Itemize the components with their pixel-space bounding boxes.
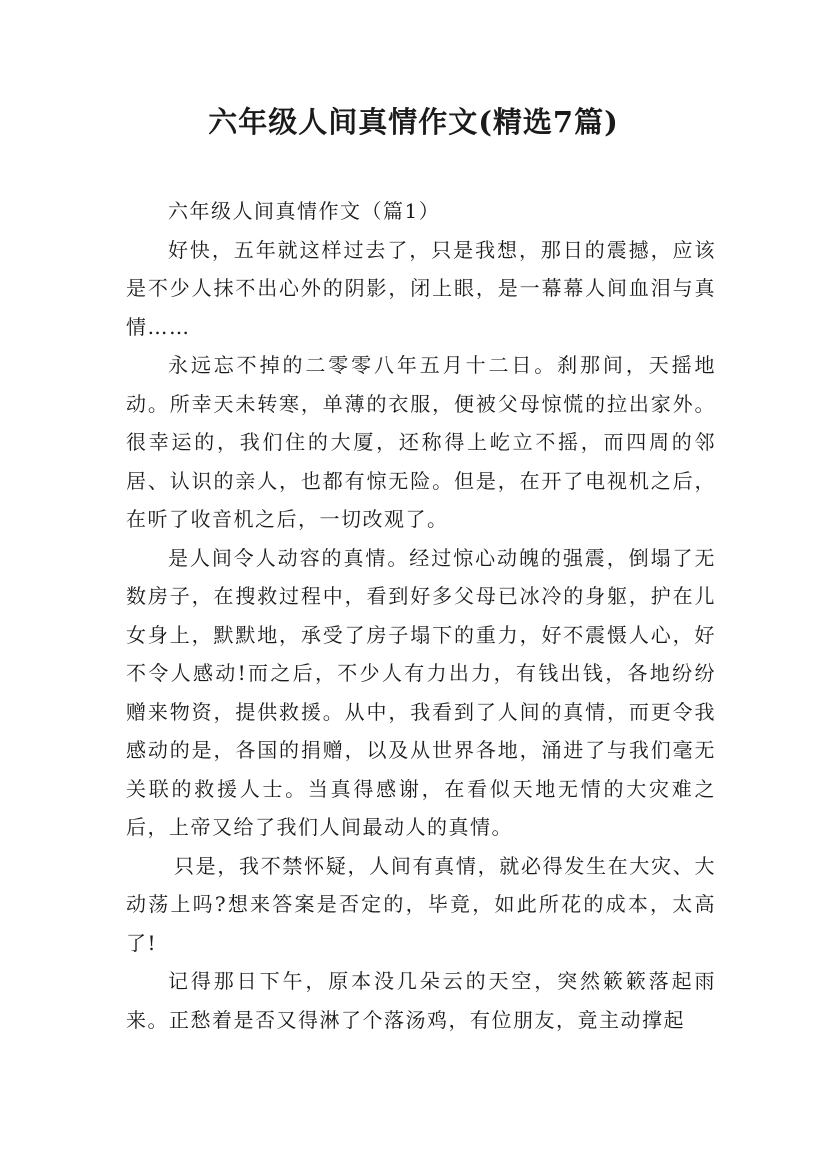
paragraph-2: 永远忘不掉的二零零八年五月十二日。刹那间，天摇地动。所幸天未转寒，单薄的衣服，便被父母惊慌的拉出家外。很幸运的，我们住的大厦，还称得上屹立不摇，而四周的邻居、认识的亲人，也都有惊无险。但是，在开了电视机之后，在听了收音机之后，一切改观了。 <box>126 353 716 531</box>
section-heading: 六年级人间真情作文（篇1） <box>168 199 441 223</box>
paragraph-5: 记得那日下午，原本没几朵云的天空，突然簌簌落起雨来。正愁着是否又得淋了个落汤鸡，有位朋友，竟主动撑起 <box>126 969 716 1032</box>
paragraph-3: 是人间令人动容的真情。经过惊心动魄的强震，倒塌了无数房子，在搜救过程中，看到好多父母已冰冷的身躯，护在儿女身上，默默地，承受了房子塌下的重力，好不震慑人心，好不令人感动!而之后，不少人有力出力，有钱出钱，各地纷纷赠来物资，提供救援。从中，我看到了人间的真情，而更令我感动的是，各国的捐赠，以及从世界各地，涌进了与我们毫无关联的救援人士。当真得感谢，在看似天地无情的大灾难之后，上帝又给了我们人间最动人的真情。 <box>126 545 716 839</box>
paragraph-1: 好快，五年就这样过去了，只是我想，那日的震撼，应该是不少人抹不出心外的阴影，闭上眼，是一幕幕人间血泪与真情…… <box>126 237 716 339</box>
document-title: 六年级人间真情作文(精选7篇) <box>208 105 619 139</box>
document-body <box>126 192 716 1039</box>
paragraph-4: 只是，我不禁怀疑，人间有真情，就必得发生在大灾、大动荡上吗?想来答案是否定的，毕竟，如此所花的成本，太高了! <box>126 853 716 955</box>
